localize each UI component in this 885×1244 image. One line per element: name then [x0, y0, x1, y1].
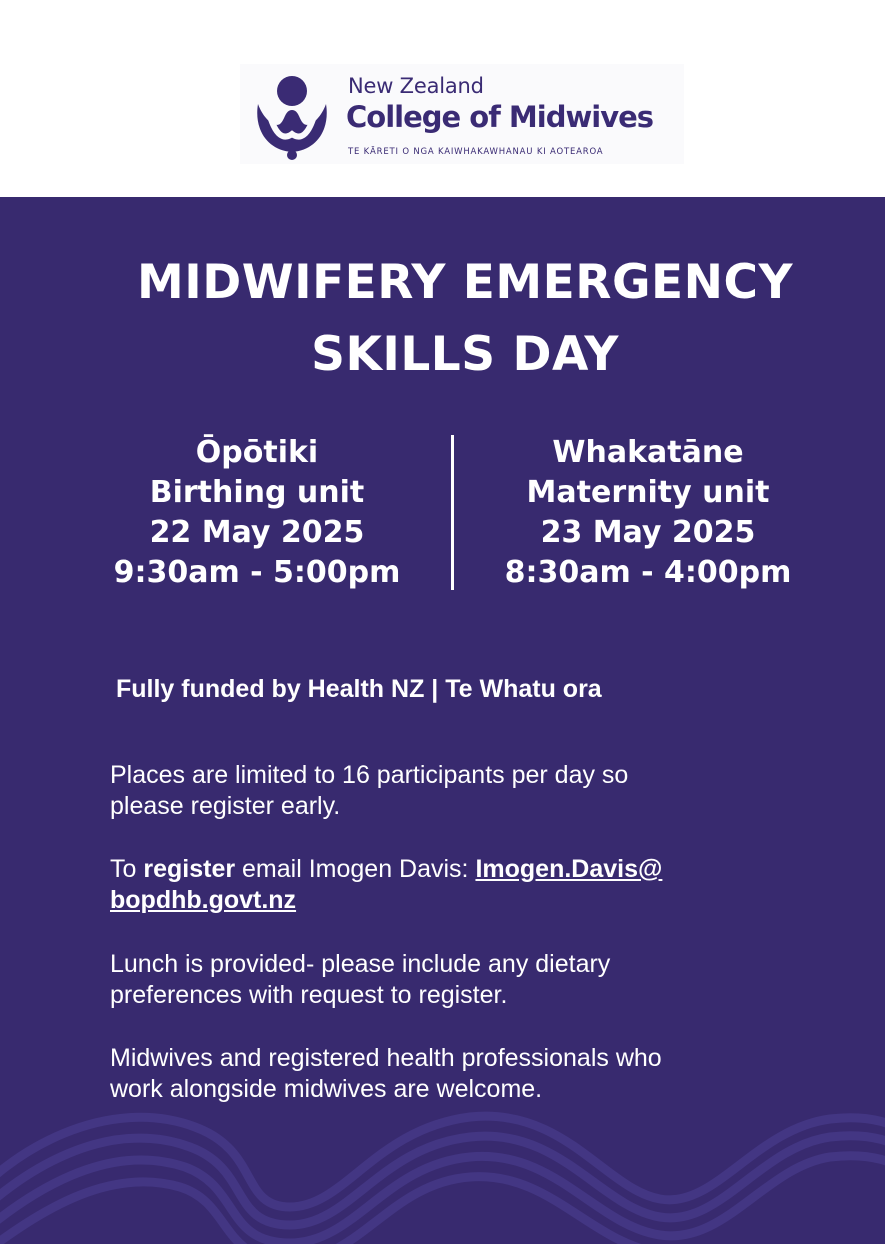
- event-title: [0, 247, 885, 391]
- audience-line-2: work alongside midwives are welcome.: [110, 1075, 543, 1103]
- title-line-1: MIDWIFERY EMERGENCY: [136, 255, 794, 310]
- session-date: 23 May 2025: [540, 515, 756, 550]
- email-link[interactable]: Imogen.Davis@: [475, 855, 663, 883]
- lunch-line-1: Lunch is provided- please include any dietary: [110, 950, 611, 978]
- session-place: Ōpōtiki: [195, 435, 319, 470]
- register-line-2: [110, 885, 810, 916]
- register-keyword: register: [143, 855, 236, 883]
- lunch-paragraph: [110, 949, 810, 1011]
- college-logo: [240, 64, 684, 164]
- register-prefix: To: [110, 855, 144, 883]
- logo-line-college: College of Midwives: [346, 100, 654, 134]
- koru-wave-pattern-icon: [0, 1107, 885, 1244]
- session-opotiki: [57, 433, 457, 593]
- session-whakatane: [448, 433, 848, 593]
- flyer-panel: [0, 197, 885, 1244]
- logo-tagline: TE KĀRETI O NGA KAIWHAKAWHANAU KI AOTEAROA: [348, 147, 604, 157]
- title-line-2: SKILLS DAY: [311, 327, 619, 382]
- audience-paragraph: [110, 1043, 810, 1105]
- session-unit: Maternity unit: [526, 475, 770, 510]
- session-time: 9:30am - 5:00pm: [113, 555, 401, 590]
- register-paragraph: [110, 854, 810, 916]
- header: [0, 0, 885, 197]
- session-time: 8:30am - 4:00pm: [504, 555, 792, 590]
- register-middle: email Imogen Davis:: [235, 855, 476, 883]
- email-link-continued[interactable]: bopdhb.govt.nz: [110, 886, 297, 914]
- lunch-line-2: preferences with request to register.: [110, 981, 508, 1009]
- places-line-1: Places are limited to 16 participants per day so: [110, 761, 629, 789]
- logo-line-new-zealand: New Zealand: [348, 74, 484, 98]
- places-line-2: please register early.: [110, 792, 341, 820]
- session-date: 22 May 2025: [149, 515, 365, 550]
- funding-statement: Fully funded by Health NZ | Te Whatu ora: [116, 675, 602, 703]
- session-unit: Birthing unit: [149, 475, 365, 510]
- register-line-1: [110, 854, 810, 885]
- session-place: Whakatāne: [552, 435, 744, 470]
- midwife-logo-icon: [252, 70, 332, 160]
- audience-line-1: Midwives and registered health professionals who: [110, 1044, 662, 1072]
- places-paragraph: [110, 760, 810, 822]
